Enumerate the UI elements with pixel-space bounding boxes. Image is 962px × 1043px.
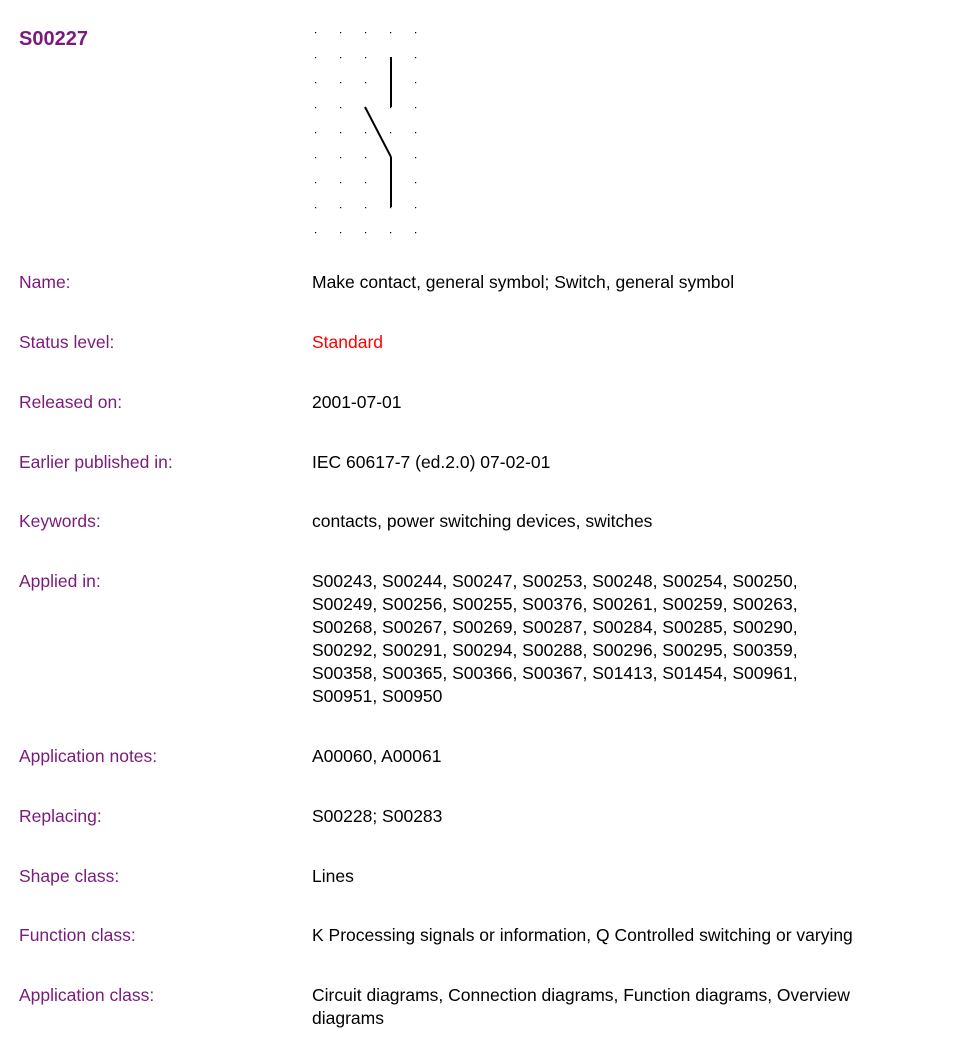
grid-dot xyxy=(315,182,316,183)
status-level-value: Standard xyxy=(312,332,384,352)
application-class-value xyxy=(312,984,912,1030)
application-class-line: Circuit diagrams, Connection diagrams, Function diagrams, Overview xyxy=(312,985,850,1005)
grid-dot xyxy=(390,232,391,233)
grid-dot xyxy=(365,157,366,158)
application-notes-value: A00060, A00061 xyxy=(312,746,442,766)
grid-dot xyxy=(340,232,341,233)
application-notes-label: Application notes: xyxy=(19,746,158,766)
grid-dot xyxy=(365,82,366,83)
grid-dot xyxy=(415,57,416,58)
applied-in-line: S00358, S00365, S00366, S00367, S01413, S01454, S00961, xyxy=(312,663,798,683)
grid-dot xyxy=(415,132,416,133)
replacing-value: S00228; S00283 xyxy=(312,806,443,826)
grid-dot xyxy=(315,82,316,83)
grid-dot xyxy=(315,232,316,233)
grid-dot xyxy=(415,182,416,183)
grid-dot xyxy=(340,32,341,33)
grid-dot xyxy=(365,32,366,33)
earlier-published-in-value: IEC 60617-7 (ed.2.0) 07-02-01 xyxy=(312,452,551,472)
replacing-label: Replacing: xyxy=(19,806,102,826)
application-class-line: diagrams xyxy=(312,1008,384,1028)
shape-class-value: Lines xyxy=(312,866,354,886)
grid-dot xyxy=(340,157,341,158)
applied-in-line: S00951, S00950 xyxy=(312,686,443,706)
grid-dot xyxy=(315,107,316,108)
grid-dot xyxy=(390,207,391,208)
applied-in-line: S00243, S00244, S00247, S00253, S00248, S00254, S00250, xyxy=(312,571,798,591)
released-on-label: Released on: xyxy=(19,392,123,412)
symbol-id: S00227 xyxy=(19,28,88,50)
grid-dot xyxy=(315,157,316,158)
applied-in-line: S00249, S00256, S00255, S00376, S00261, S00259, S00263, xyxy=(312,594,798,614)
make-contact-symbol-graphic xyxy=(306,20,428,242)
grid-dot xyxy=(315,207,316,208)
switch-blade-line xyxy=(365,107,391,157)
name-label: Name: xyxy=(19,272,71,292)
grid-dot xyxy=(365,182,366,183)
applied-in-value xyxy=(312,570,912,708)
grid-dot xyxy=(315,57,316,58)
grid-dot xyxy=(315,32,316,33)
shape-class-label: Shape class: xyxy=(19,866,120,886)
grid-dot xyxy=(340,107,341,108)
grid-dot xyxy=(415,32,416,33)
grid-dot xyxy=(340,182,341,183)
function-class-value: K Processing signals or information, Q Controlled switching or varying xyxy=(312,925,853,945)
grid-dot xyxy=(390,107,391,108)
grid-dot xyxy=(365,57,366,58)
earlier-published-in-label: Earlier published in: xyxy=(19,452,173,472)
grid-dot xyxy=(415,82,416,83)
grid-dot xyxy=(390,132,391,133)
grid-dot xyxy=(340,207,341,208)
keywords-label: Keywords: xyxy=(19,511,101,531)
grid-dot xyxy=(340,82,341,83)
status-level-label: Status level: xyxy=(19,332,115,352)
function-class-label: Function class: xyxy=(19,925,136,945)
grid-dot xyxy=(415,232,416,233)
grid-dots xyxy=(315,32,416,233)
grid-dot xyxy=(415,207,416,208)
grid-dot xyxy=(340,132,341,133)
grid-dot xyxy=(315,132,316,133)
switch-lines xyxy=(365,57,391,207)
grid-dot xyxy=(365,207,366,208)
applied-in-line: S00268, S00267, S00269, S00287, S00284, S00285, S00290, xyxy=(312,617,798,637)
grid-dot xyxy=(365,132,366,133)
application-class-label: Application class: xyxy=(19,985,155,1005)
keywords-value: contacts, power switching devices, switches xyxy=(312,511,653,531)
grid-dot xyxy=(365,232,366,233)
grid-dot xyxy=(340,57,341,58)
applied-in-line: S00292, S00291, S00294, S00288, S00296, S00295, S00359, xyxy=(312,640,798,660)
released-on-value: 2001-07-01 xyxy=(312,392,402,412)
grid-dot xyxy=(415,157,416,158)
grid-dot xyxy=(415,107,416,108)
grid-dot xyxy=(390,32,391,33)
name-value: Make contact, general symbol; Switch, general symbol xyxy=(312,272,735,292)
applied-in-label: Applied in: xyxy=(19,571,101,591)
